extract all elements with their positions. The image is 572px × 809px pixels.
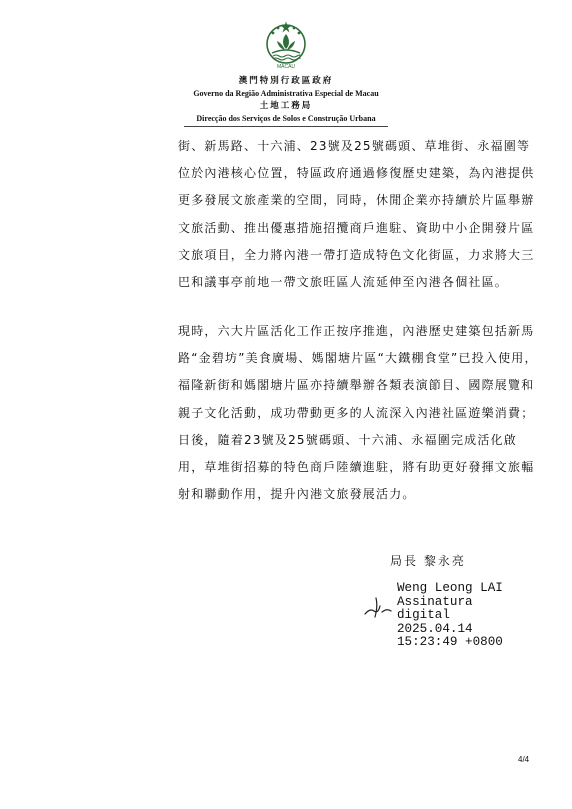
handwritten-signature (362, 594, 394, 620)
body-paragraph-2: 現時，六大片區活化工作正按序推進，內港歷史建築包括新馬路“金碧坊”美食廣場、媽閣塘片區“大鐵棚食堂”已投入使用，福隆新街和媽閣塘片區亦持續舉辦各類表演節目、國際展覽和親子文化活動，成功帶動更多的人流深入內港社區遊樂消費；日後，隨着23號及25號碼頭、十六浦、永福圍完成活化啟用，草堆街招募的特色商戶陸續進駐，將有助更好發揮文旅輻射和聯動作用，提升內港文旅發展活力。 (178, 324, 538, 502)
signature-type: digital (397, 608, 450, 622)
macau-emblem-logo (264, 20, 308, 70)
government-name-portuguese: Governo da Região Administrativa Especial de Macau (193, 89, 379, 98)
signatory-title: 局長 黎永亮 (390, 554, 466, 568)
signer-name: Weng Leong LAI (397, 581, 503, 595)
department-name-chinese: 土地工務局 (259, 101, 313, 111)
government-name-chinese: 澳門特別行政區政府 (238, 76, 334, 86)
signature-time: 15:23:49 +0800 (397, 635, 503, 649)
signature-label: Assinatura (397, 594, 473, 609)
signature-date: 2025.04.14 (397, 621, 473, 636)
department-name-portuguese: Direcção dos Serviços de Solos e Construção Urbana (196, 114, 376, 123)
header-divider (184, 126, 388, 127)
digital-signature-block (397, 582, 503, 650)
emblem-text: MACAU (276, 64, 296, 70)
body-paragraph-1: 街、新馬路、十六浦、23號及25號碼頭、草堆街、永福圍等位於內港核心位置，特區政府通過修復歷史建築，為內港提供更多發展文旅產業的空間，同時，休閒企業亦持續於片區舉辦文旅活動、推出優惠措施招攬商戶進駐、資助中小企開發片區文旅項目，全力將內港一帶打造成特色文化街區，力求將大三巴和議事亭前地一帶文旅旺區人流延伸至內港各個社區。 (178, 139, 535, 290)
page-number: 4/4 (518, 755, 530, 764)
